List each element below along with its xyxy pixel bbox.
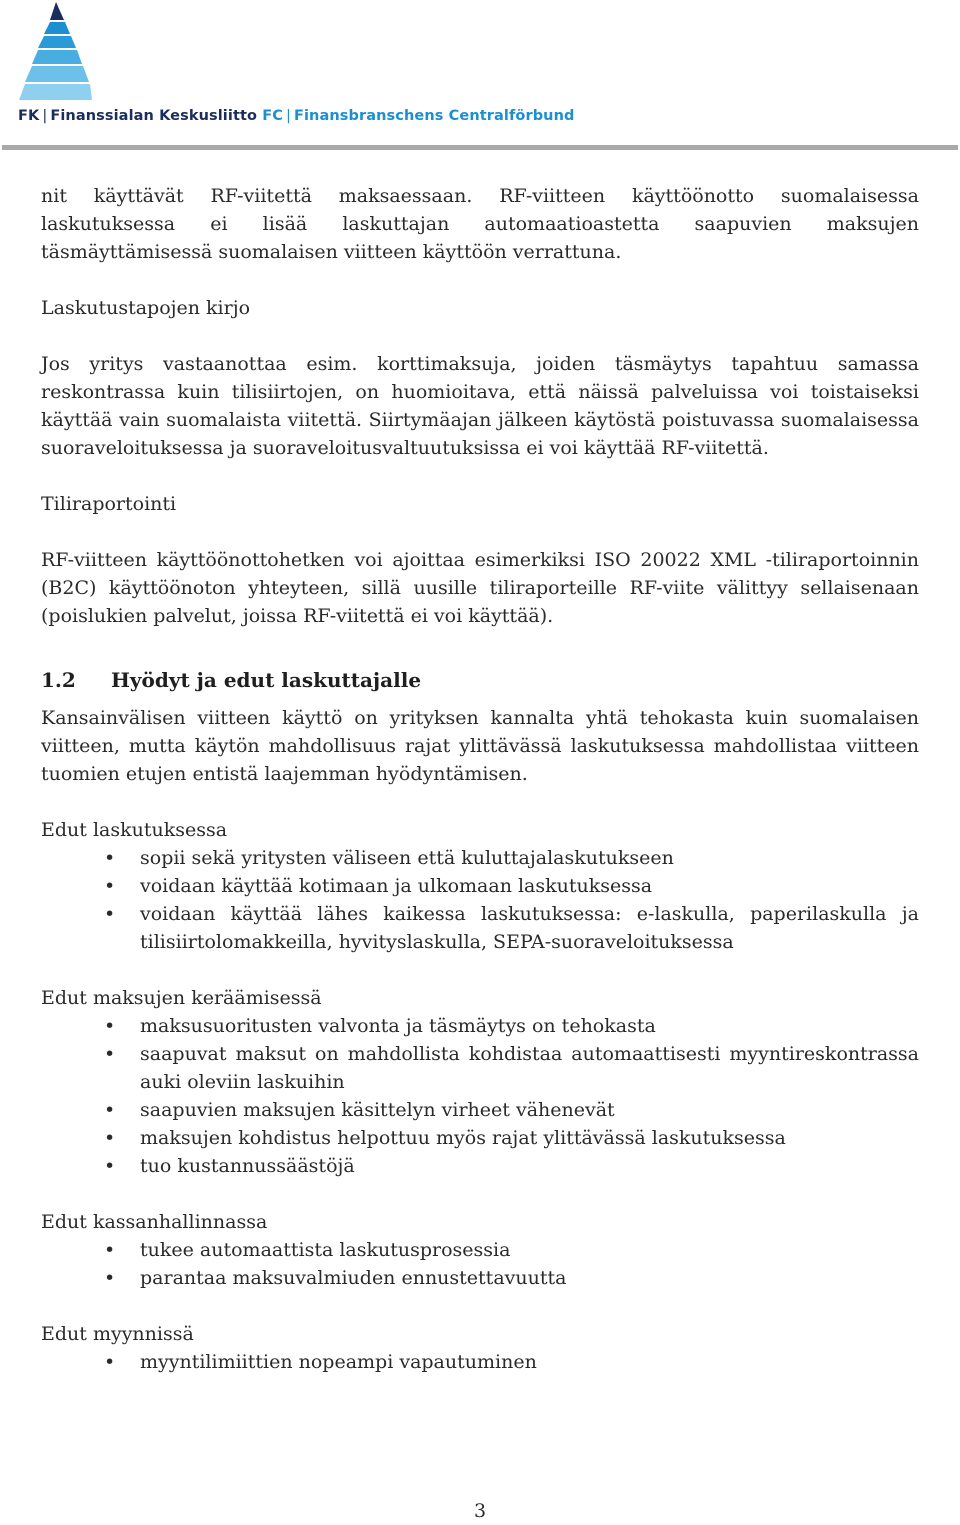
section-number: 1.2 xyxy=(41,668,76,692)
bullet-icon: • xyxy=(104,1155,116,1177)
bullet-icon: • xyxy=(104,1099,116,1121)
page-content xyxy=(41,182,919,1376)
list-item-text: parantaa maksuvalmiuden ennustettavuutta xyxy=(140,1267,567,1289)
paragraph-laskutustapojen: Jos yritys vastaanottaa esim. korttimaksuja, joiden täsmäytys tapahtuu samassa reskontrassa kuin tilisiirtojen, on huomioitava, että näissä palveluissa voi toistaiseksi käyttää vain suomalaista viitettä. Siirtymäajan jälkeen käytöstä poistuvassa suomalaisessa suoraveloituksessa ja suoraveloitusvaltuutuksissa ei voi käyttää RF-viitettä. xyxy=(41,353,919,459)
header-divider xyxy=(2,145,958,150)
bullet-icon: • xyxy=(104,847,116,869)
list-item-text: maksujen kohdistus helpottuu myös rajat ylittävässä laskutuksessa xyxy=(140,1127,786,1149)
bullet-icon: • xyxy=(104,1267,116,1289)
paragraph-tiliraportointi: RF-viitteen käyttöönottohetken voi ajoittaa esimerkiksi ISO 20022 XML -tiliraportoinnin (B2C) käyttöönoton yhteyteen, sillä uusille tiliraporteille RF-viite välittyy sellaisenaan (poislukien palvelut, joissa RF-viitettä ei voi käyttää). xyxy=(41,549,919,627)
list-item-text: myyntilimiittien nopeampi vapautuminen xyxy=(140,1351,537,1373)
list-item xyxy=(41,1040,919,1096)
fk-logo-icon xyxy=(18,2,92,102)
list-title: Edut kassanhallinnassa xyxy=(41,1211,268,1233)
benefit-lists xyxy=(41,816,919,1376)
page-number: 3 xyxy=(473,1500,487,1522)
list-item-text: voidaan käyttää kotimaan ja ulkomaan laskutuksessa xyxy=(140,875,653,897)
bullet-icon: • xyxy=(104,1239,116,1261)
logo-fk-name: Finanssialan Keskusliitto xyxy=(50,108,258,124)
list-item-text: sopii sekä yritysten väliseen että kuluttajalaskutukseen xyxy=(140,847,674,869)
list-item-text: tuo kustannussäästöjä xyxy=(140,1155,355,1177)
section-paragraph: Kansainvälisen viitteen käyttö on yrityksen kannalta yhtä tehokasta kuin suomalaisen viitteen, mutta käytön mahdollisuus rajat ylittävässä laskutuksessa mahdollistaa viitteen tuomien etujen entistä laajemman hyödyntämisen. xyxy=(41,707,919,785)
section-title: Hyödyt ja edut laskuttajalle xyxy=(111,668,422,692)
list-item xyxy=(41,1124,919,1152)
list-item xyxy=(41,1012,919,1040)
list-item xyxy=(41,1152,919,1180)
bullet-icon: • xyxy=(104,1351,116,1373)
list-title: Edut myynnissä xyxy=(41,1323,194,1345)
bullet-icon: • xyxy=(104,903,116,925)
bullet-icon: • xyxy=(104,1127,116,1149)
bullet-icon: • xyxy=(104,1015,116,1037)
logo-wordmark: FK | Finanssialan Keskusliitto FC | Finansbranschens Centralförbund xyxy=(18,108,575,124)
list-item xyxy=(41,1236,919,1264)
list-item-text: saapuvien maksujen käsittelyn virheet vähenevät xyxy=(140,1099,615,1121)
list-item xyxy=(41,844,919,872)
list-item-text: tukee automaattista laskutusprosessia xyxy=(140,1239,511,1261)
heading-tiliraportointi: Tiliraportointi xyxy=(41,493,177,515)
list-item xyxy=(41,900,919,956)
list-item xyxy=(41,1348,919,1376)
bullet-icon: • xyxy=(104,875,116,897)
list-item xyxy=(41,1264,919,1292)
logo-fk-abbr: FK xyxy=(18,108,40,124)
list-item-text: voidaan käyttää lähes kaikessa laskutuksessa: e-laskulla, paperilaskulla ja tilisiirtolomakkeilla, hyvityslaskulla, SEPA-suoraveloituksessa xyxy=(140,903,919,953)
benefit-list xyxy=(41,844,919,956)
intro-paragraph: nit käyttävät RF-viitettä maksaessaan. RF-viitteen käyttöönotto suomalaisessa laskutuksessa ei lisää laskuttajan automaatioastetta saapuvien maksujen täsmäyttämisessä suomalaisen viitteen käyttöön verrattuna. xyxy=(41,185,919,263)
list-item-text: saapuvat maksut on mahdollista kohdistaa automaattisesti myyntireskontrassa auki oleviin laskuihin xyxy=(140,1043,919,1093)
bullet-icon: • xyxy=(104,1043,116,1065)
heading-laskutustapojen: Laskutustapojen kirjo xyxy=(41,297,251,319)
list-item xyxy=(41,1096,919,1124)
page-header xyxy=(0,0,960,155)
logo-fc-abbr: FC xyxy=(262,108,283,124)
benefit-list xyxy=(41,1012,919,1180)
list-title: Edut maksujen keräämisessä xyxy=(41,987,322,1009)
benefit-list xyxy=(41,1236,919,1292)
benefit-list xyxy=(41,1348,919,1376)
section-heading xyxy=(41,666,919,694)
logo-fc-name: Finansbranschens Centralförbund xyxy=(293,108,575,124)
list-item xyxy=(41,872,919,900)
list-title: Edut laskutuksessa xyxy=(41,819,228,841)
list-item-text: maksusuoritusten valvonta ja täsmäytys on tehokasta xyxy=(140,1015,656,1037)
